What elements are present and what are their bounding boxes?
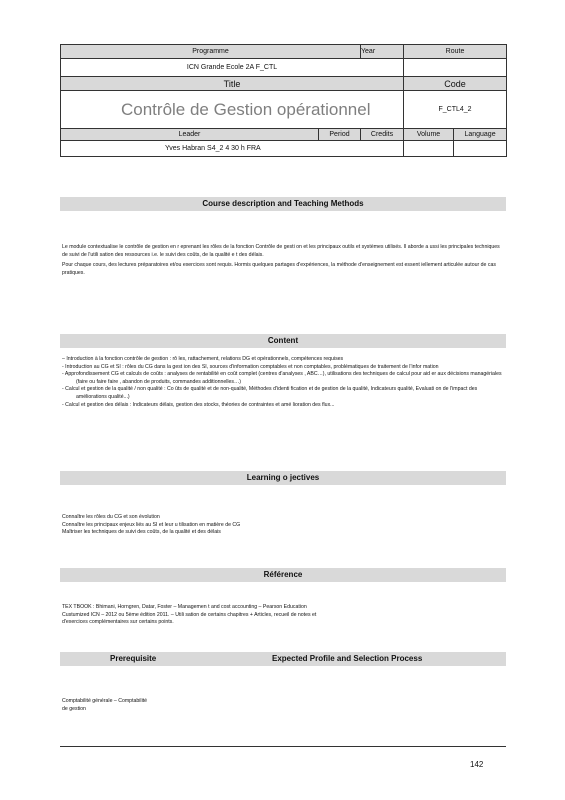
description-paragraph: Le module contextualise le contrôle de gestion en r eprenant les rôles de la fonction Contrôle de gesti on et les principaux outils et systèmes utilisés. Il aborde a ussi les principales techniques de suivi de l'utili sation des ressources i.e. le suivi des coûts, de la qualité e t des délais. xyxy=(62,244,500,258)
content-item: - Calcul et gestion des délais : Indicateurs délais, gestion des stocks, théories de contraintes et amé lioration des flux... xyxy=(62,401,335,408)
year-label: Year xyxy=(361,45,404,59)
content-list xyxy=(62,356,502,409)
content-section-title: Content xyxy=(60,334,506,348)
prerequisite-list xyxy=(62,698,502,713)
reference-line: TEX TBOOK : Bhimani, Horngren, Datar, Foster – Managemen t and cost accounting – Pearson Education xyxy=(62,604,307,610)
course-code: F_CTL4_2 xyxy=(404,91,507,129)
reference-line: Custumized ICN – 2012 ou 5ème édition 2011. – Utili sation de certains chapitres + Articles, recueil de notes et xyxy=(62,611,317,618)
profile-title: Expected Profile and Selection Process xyxy=(272,654,423,663)
language-value xyxy=(454,141,507,157)
course-title: Contrôle de Gestion opérationnel xyxy=(61,91,404,129)
period-label: Period xyxy=(319,129,361,141)
reference-list xyxy=(62,604,502,627)
objectives-section-title: Learning o jectives xyxy=(60,471,506,485)
objective-item: Maîtriser les techniques de suivi des coûts, de la qualité et des délais xyxy=(62,529,221,536)
objective-item: Connaître les principaux enjeux liés au SI et leur u tilisation en matière de CG xyxy=(62,521,241,528)
code-label: Code xyxy=(404,77,507,91)
volume-value xyxy=(404,141,454,157)
prerequisite-profile-bar xyxy=(60,652,506,666)
footer-divider xyxy=(60,746,506,747)
volume-label: Volume xyxy=(404,129,454,141)
course-header-table xyxy=(60,44,507,157)
description-text xyxy=(62,244,502,280)
prerequisite-title: Prerequisite xyxy=(110,654,157,663)
reference-line: d'exercices complémentaires sur certains points. xyxy=(62,619,174,626)
route-value xyxy=(404,59,507,77)
page-number: 142 xyxy=(470,760,484,769)
leader-value: Yves Habran S4_2 4 30 h FRA xyxy=(61,141,404,157)
content-item: - Introduction au CG et SI : rôles du CG dans la gest ion des SI, sources d'information comptables et non comptables, problématiques de traitement de l'infor mation xyxy=(62,363,439,370)
title-label: Title xyxy=(61,77,404,91)
programme-label: Programme xyxy=(61,45,361,59)
objective-item: Connaître les rôles du CG et son évolution xyxy=(62,514,160,520)
content-item: – Introduction à la fonction contrôle de gestion : rô les, rattachement, relations DG et opérationnels, compétences requises xyxy=(62,356,344,362)
programme-value: ICN Grande Ecole 2A F_CTL xyxy=(61,59,404,77)
language-label: Language xyxy=(454,129,507,141)
content-item: - Calcul et gestion de la qualité / non qualité : Co ûts de qualité et de non-qualité, Méthodes d'identi fication et de gestion de la qualité, Indicateurs qualité, Evaluati on de l'impact des améliorations qualité...) xyxy=(62,386,478,400)
objectives-list xyxy=(62,514,502,537)
prerequisite-line: Comptabilité générale – Comptabilité xyxy=(62,698,148,704)
prerequisite-line: de gestion xyxy=(62,705,86,712)
description-section-title: Course description and Teaching Methods xyxy=(60,197,506,211)
description-paragraph: Pour chaque cours, des lectures préparatoires et/ou exercices sont requis. Hormis quelques partages d'expériences, la méthode d'enseignement est essent iellement articulée autour de cas pratiques. xyxy=(62,262,496,276)
credits-label: Credits xyxy=(361,129,404,141)
reference-section-title: Référence xyxy=(60,568,506,582)
leader-label: Leader xyxy=(61,129,319,141)
route-label: Route xyxy=(404,45,507,59)
content-item: - Approfondissement CG et calculs de coûts : analyses de rentabilité en coût complet (centres d'analyses , ABC…), utilisations des techniques de calcul pour aid er aux décisions managériales (faire ou faire faire , abandon de produits, commandes additionnelles…) xyxy=(62,371,502,385)
